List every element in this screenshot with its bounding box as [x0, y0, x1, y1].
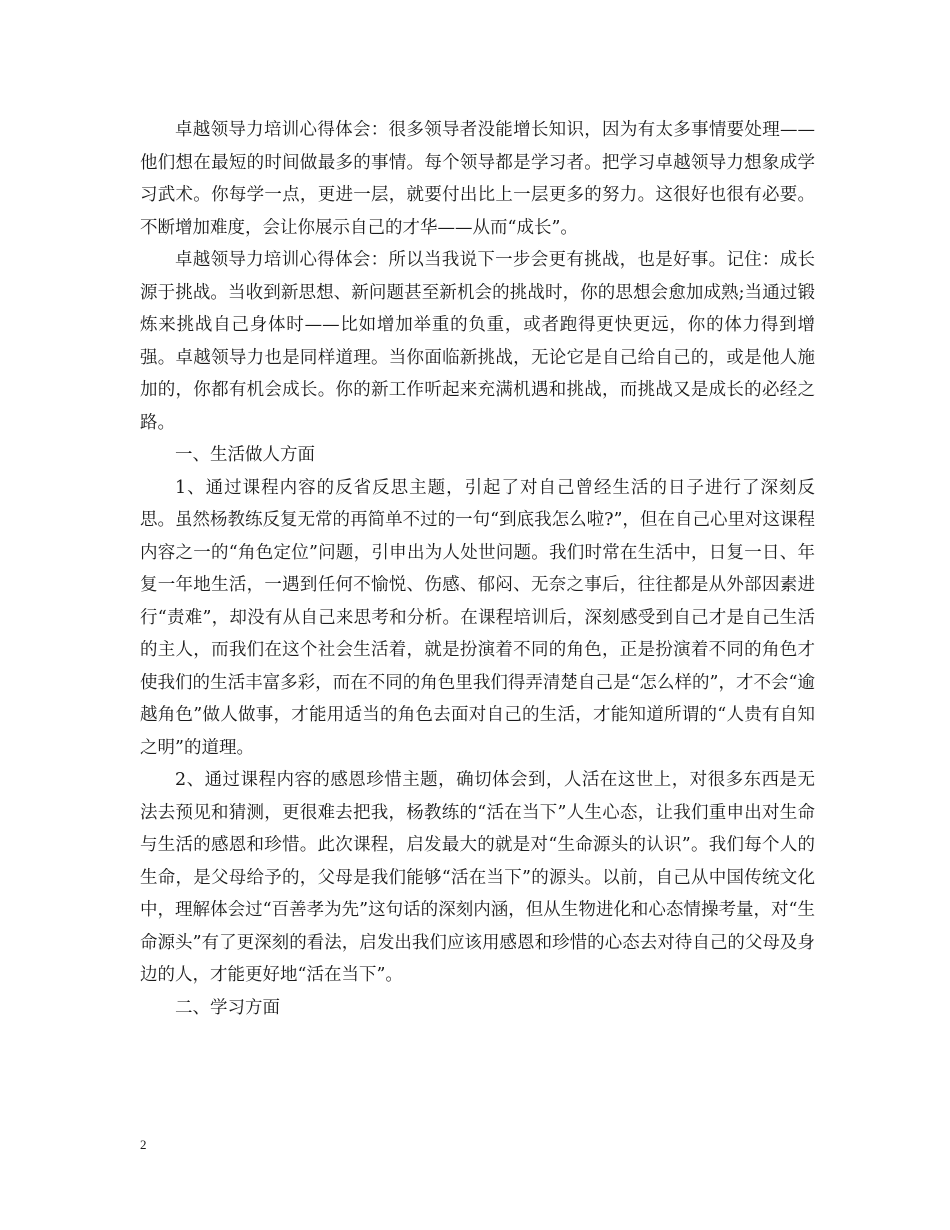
paragraph-challenge: 卓越领导力培训心得体会：所以当我说下一步会更有挑战，也是好事。记住：成长源于挑战。当收到新思想、新问题甚至新机会的挑战时，你的思想会愈加成熟;当通过锻炼来挑战自己身体时——比如增加举重的负重，或者跑得更快更远，你的体力得到增强。卓越领导力也是同样道理。当你面临新挑战，无论它是自己给自己的，或是他人施加的，你都有机会成长。你的新工作听起来充满机遇和挑战，而挑战又是成长的必经之路。	[140, 250, 815, 433]
section-heading-life: 一、生活做人方面	[175, 445, 315, 465]
paragraph-leadership-growth: 卓越领导力培训心得体会：很多领导者没能增长知识，因为有太多事情要处理——他们想在最短的时间做最多的事情。每个领导都是学习者。把学习卓越领导力想象成学习武术。你每学一点，更进一层，就要付出比上一层更多的努力。这很好也很有必要。不断增加难度，会让你展示自己的才华——从而“成长”。	[140, 120, 815, 238]
document-body	[140, 114, 815, 1024]
paragraph-gratitude: 2、通过课程内容的感恩珍惜主题，确切体会到，人活在这世上，对很多东西是无法去预见和猜测，更很难去把我，杨教练的“活在当下”人生心态，让我们重申出对生命与生活的感恩和珍惜。此次课程，启发最大的就是对“生命源头的认识”。我们每个人的生命，是父母给予的，父母是我们能够“活在当下”的源头。以前，自己从中国传统文化中，理解体会过“百善孝为先”这句话的深刻内涵，但从生物进化和心态情操考量，对“生命源头”有了更深刻的看法，启发出我们应该用感恩和珍惜的心态去对待自己的父母及身边的人，才能更好地“活在当下”。	[140, 770, 815, 985]
page-number: 2	[140, 1137, 147, 1152]
section-heading-study: 二、学习方面	[175, 997, 280, 1018]
paragraph-reflection: 1、通过课程内容的反省反思主题，引起了对自己曾经生活的日子进行了深刻反思。虽然杨教练反复无常的再简单不过的一句“到底我怎么啦?”，但在自己心里对这课程内容之一的“角色定位”问题，引申出为人处世问题。我们时常在生活中，日复一日、年复一年地生活，一遇到任何不愉悦、伤感、郁闷、无奈之事后，往往都是从外部因素进行“责难”，却没有从自己来思考和分析。在课程培训后，深刻感受到自己才是自己生活的主人，而我们在这个社会生活着，就是扮演着不同的角色，正是扮演着不同的角色才使我们的生活丰富多彩，而在不同的角色里我们得弄清楚自己是“怎么样的”，才不会“逾越角色”做人做事，才能用适当的角色去面对自己的生活，才能知道所谓的“人贵有自知之明”的道理。	[140, 477, 815, 758]
